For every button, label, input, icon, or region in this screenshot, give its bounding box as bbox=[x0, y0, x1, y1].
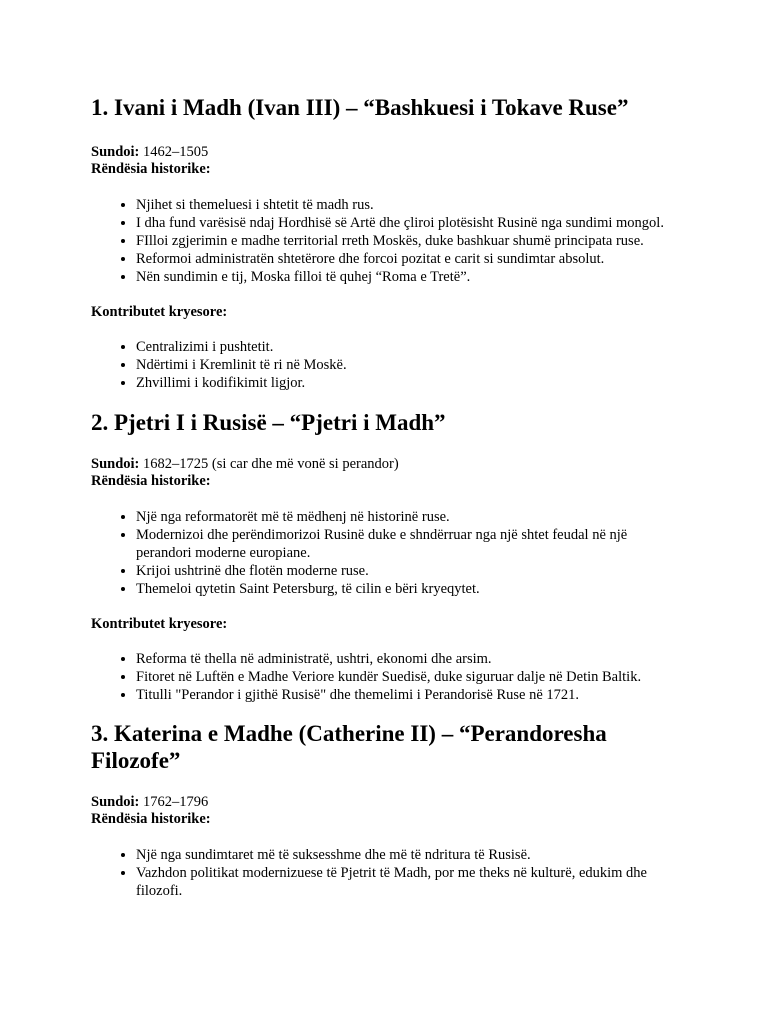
list-item: • Centralizimi i pushtetit. bbox=[136, 338, 681, 356]
reign-line bbox=[91, 794, 681, 811]
section-title: 2. Pjetri I i Rusisë – “Pjetri i Madh” bbox=[91, 410, 446, 435]
list-item: • Reforma të thella në administratë, ushtri, ekonomi dhe arsim. bbox=[136, 650, 681, 668]
list-item: • Fitoret në Luftën e Madhe Veriore kundër Suedisë, duke siguruar dalje në Detin Baltik. bbox=[136, 668, 681, 686]
section-peter-i bbox=[91, 409, 681, 704]
list-item: • Një nga reformatorët më të mëdhenj në historinë ruse. bbox=[136, 508, 681, 526]
list-item: • FIlloi zgjerimin e madhe territorial rreth Moskës, duke bashkuar shumë principata ruse. bbox=[136, 232, 681, 250]
section-catherine-ii bbox=[91, 720, 681, 900]
contributions-list bbox=[91, 650, 681, 704]
list-item: • Reformoi administratën shtetërore dhe forcoi pozitat e carit si sundimtar absolut. bbox=[136, 250, 681, 268]
section-title: 1. Ivani i Madh (Ivan III) – “Bashkuesi i Tokave Ruse” bbox=[91, 95, 629, 120]
list-item: • I dha fund varësisë ndaj Hordhisë së Artë dhe çliroi plotësisht Rusinë nga sundimi mongol. bbox=[136, 214, 681, 232]
list-item: • Titulli "Perandor i gjithë Rusisë" dhe themelimi i Perandorisë Ruse në 1721. bbox=[136, 686, 681, 704]
reign-line bbox=[91, 144, 681, 161]
importance-list bbox=[91, 508, 681, 598]
reign-value: 1762–1796 bbox=[139, 794, 209, 810]
list-item: • Një nga sundimtaret më të suksesshme dhe më të ndritura të Rusisë. bbox=[136, 846, 681, 864]
list-item: • Krijoi ushtrinë dhe flotën moderne ruse. bbox=[136, 562, 681, 580]
reign-value: 1462–1505 bbox=[139, 144, 209, 160]
contributions-label: Kontributet kryesore: bbox=[91, 304, 228, 320]
importance-label: Rëndësia historike: bbox=[91, 473, 211, 489]
reign-line bbox=[91, 456, 681, 473]
list-item: • Vazhdon politikat modernizuese të Pjetrit të Madh, por me theks në kulturë, edukim dhe filozofi. bbox=[136, 864, 681, 900]
list-item: • Njihet si themeluesi i shtetit të madh rus. bbox=[136, 196, 681, 214]
contributions-label: Kontributet kryesore: bbox=[91, 616, 228, 632]
list-item: • Nën sundimin e tij, Moska filloi të quhej “Roma e Tretë”. bbox=[136, 268, 681, 286]
importance-list bbox=[91, 846, 681, 900]
reign-value: 1682–1725 (si car dhe më vonë si perandor) bbox=[139, 456, 399, 472]
list-item: • Zhvillimi i kodifikimit ligjor. bbox=[136, 374, 681, 392]
contributions-list bbox=[91, 338, 681, 392]
importance-list bbox=[91, 196, 681, 286]
list-item: • Themeloi qytetin Saint Petersburg, të cilin e bëri kryeqytet. bbox=[136, 580, 681, 598]
reign-label: Sundoi: bbox=[91, 456, 140, 472]
importance-label: Rëndësia historike: bbox=[91, 161, 211, 177]
list-item: • Ndërtimi i Kremlinit të ri në Moskë. bbox=[136, 356, 681, 374]
importance-label: Rëndësia historike: bbox=[91, 811, 211, 827]
reign-label: Sundoi: bbox=[91, 794, 140, 810]
section-ivan-iii bbox=[91, 94, 681, 392]
document-page bbox=[91, 90, 681, 900]
list-item: • Modernizoi dhe perëndimorizoi Rusinë duke e shndërruar nga një shtet feudal në një perandori moderne europiane. bbox=[136, 526, 681, 562]
reign-label: Sundoi: bbox=[91, 144, 140, 160]
section-title: 3. Katerina e Madhe (Catherine II) – “Perandoresha Filozofe” bbox=[91, 721, 607, 773]
